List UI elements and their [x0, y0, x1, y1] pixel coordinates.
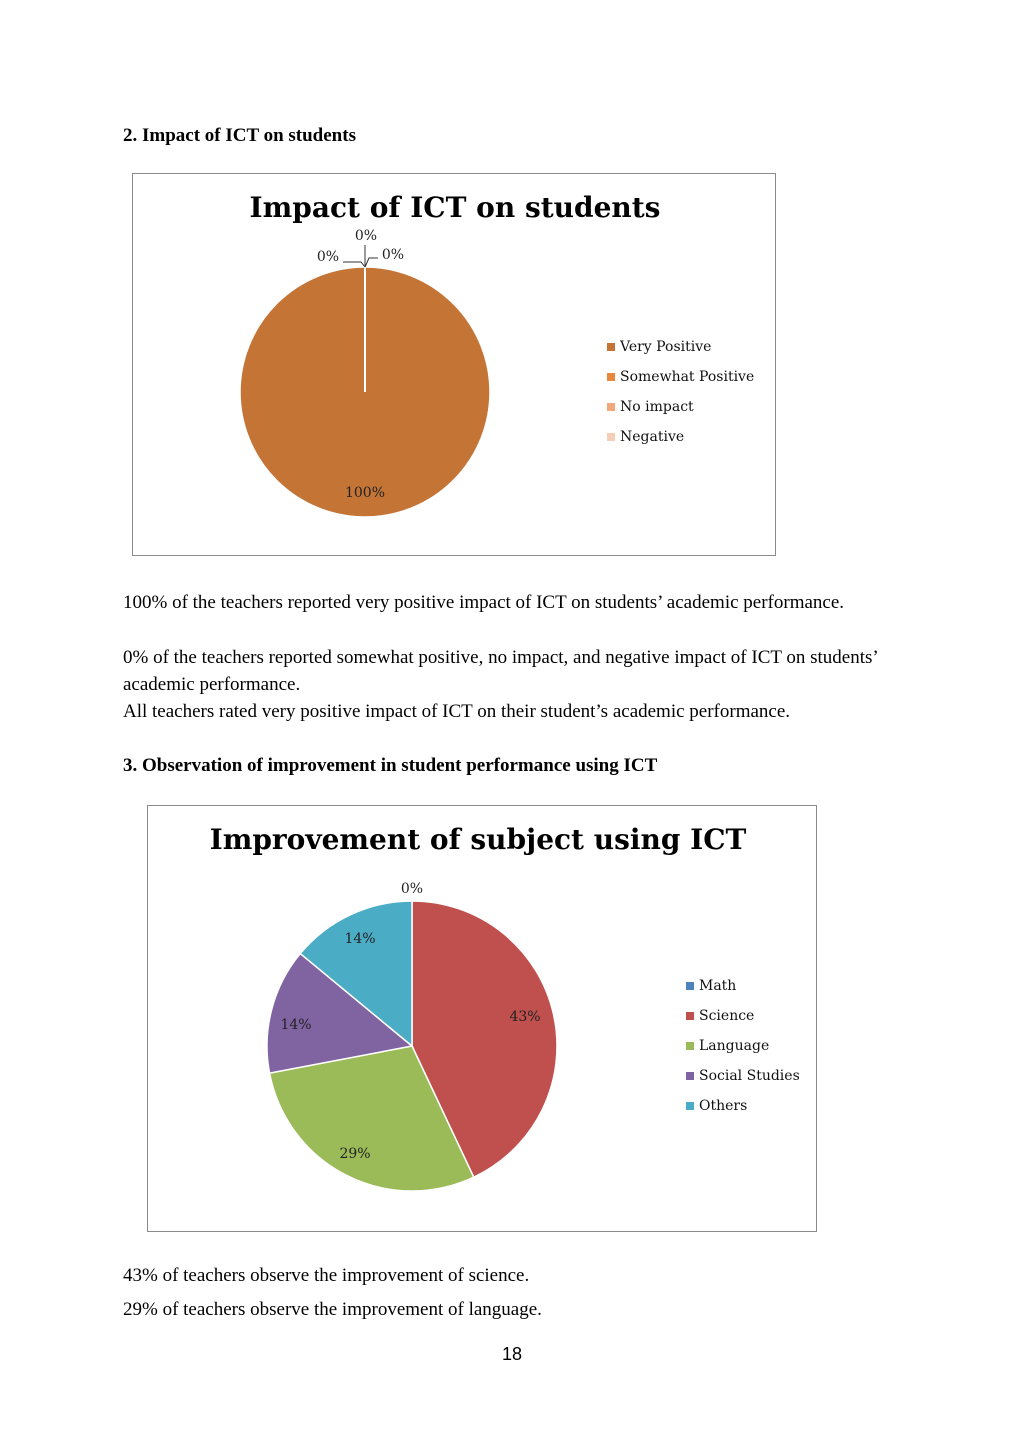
- data-label-language: 29%: [339, 1146, 371, 1162]
- legend-swatch-somewhat-positive: [607, 373, 615, 381]
- data-label-no-impact: 0%: [354, 228, 378, 244]
- data-label-very-positive: 100%: [344, 485, 386, 501]
- leader-line-somewhat-positive: [343, 262, 365, 267]
- section-3-paragraph-1: 43% of teachers observe the improvement of science.: [123, 1265, 530, 1286]
- data-label-social-studies: 14%: [280, 1017, 312, 1033]
- chart-title: Improvement of subject using ICT: [209, 823, 747, 856]
- data-label-somewhat-positive: 0%: [316, 249, 340, 265]
- improvement-chart: [147, 805, 817, 1232]
- legend-label-others: Others: [699, 1098, 748, 1114]
- section-2-paragraph-1: 100% of the teachers reported very positive impact of ICT on students’ academic performance.: [123, 592, 845, 613]
- section-3-paragraph-2: 29% of teachers observe the improvement of language.: [123, 1299, 542, 1320]
- page-number: 18: [501, 1344, 523, 1364]
- legend-swatch-no-impact: [607, 403, 615, 411]
- data-label-math: 0%: [400, 881, 424, 897]
- legend-label-math: Math: [699, 978, 737, 994]
- legend-label-very-positive: Very Positive: [620, 339, 712, 355]
- legend-label-science: Science: [699, 1008, 755, 1024]
- legend-label-somewhat-positive: Somewhat Positive: [620, 369, 755, 385]
- legend-label-language: Language: [699, 1038, 770, 1054]
- section-2-paragraph-3: All teachers rated very positive impact of ICT on their student’s academic performance.: [123, 701, 791, 722]
- impact-chart: [132, 173, 776, 556]
- data-label-others: 14%: [344, 931, 376, 947]
- legend-swatch-others: [686, 1102, 694, 1110]
- impact-pie-chart: [133, 174, 775, 555]
- section-3-heading: 3. Observation of improvement in student performance using ICT: [123, 755, 658, 776]
- legend-swatch-math: [686, 982, 694, 990]
- legend-label-no-impact: No impact: [620, 399, 694, 415]
- legend-swatch-social-studies: [686, 1072, 694, 1080]
- chart-title: Impact of ICT on students: [249, 191, 661, 224]
- legend-swatch-negative: [607, 433, 615, 441]
- legend-swatch-language: [686, 1042, 694, 1050]
- section-2-heading: 2. Impact of ICT on students: [123, 125, 356, 146]
- legend-swatch-science: [686, 1012, 694, 1020]
- section-2-paragraph-2: 0% of the teachers reported somewhat positive, no impact, and negative impact of ICT on students’ academic performance.: [123, 647, 878, 695]
- leader-line-negative: [365, 258, 378, 267]
- data-label-negative: 0%: [381, 247, 405, 263]
- legend-label-negative: Negative: [620, 429, 685, 445]
- legend-label-social-studies: Social Studies: [699, 1068, 800, 1084]
- data-label-science: 43%: [509, 1009, 541, 1025]
- improvement-pie-chart: [148, 806, 816, 1231]
- legend-swatch-very-positive: [607, 343, 615, 351]
